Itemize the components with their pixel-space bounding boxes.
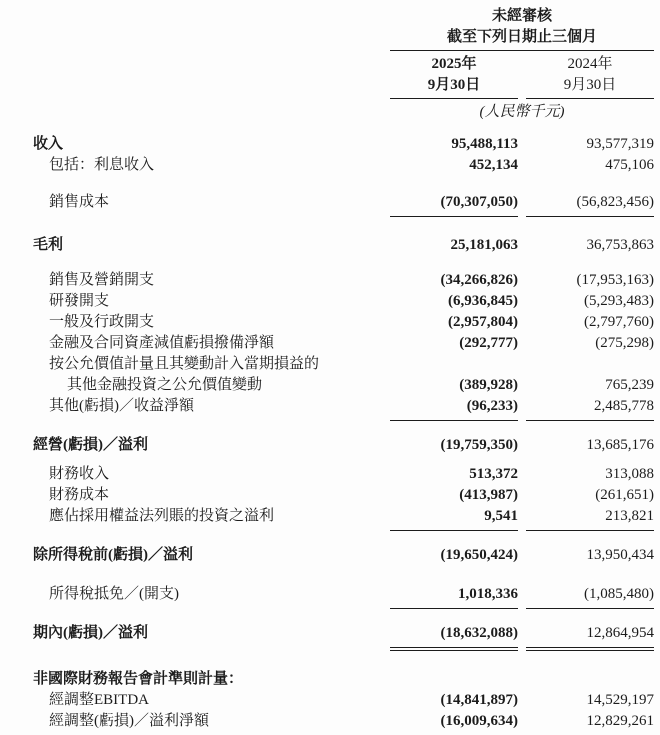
value-2024: 36,753,863 <box>586 237 654 253</box>
row-label: 經營(虧損)／溢利 <box>33 437 148 453</box>
row-label: 包括：利息收入 <box>49 157 155 173</box>
table-row <box>33 270 654 291</box>
value-2025: (413,987) <box>459 487 518 503</box>
value-2024: (17,953,163) <box>576 272 654 288</box>
column-header-2024 <box>526 54 654 99</box>
table-row <box>33 312 654 333</box>
row-label: 銷售成本 <box>49 194 110 210</box>
column-header-2025 <box>390 54 518 99</box>
value-2025: (34,266,826) <box>440 272 518 288</box>
row-label: 經調整(虧損)／溢利淨額 <box>49 713 209 729</box>
year-2024: 2024年 <box>567 56 613 72</box>
date-columns <box>390 54 654 99</box>
row-label: 研發開支 <box>49 293 110 309</box>
table-row <box>33 690 654 711</box>
table-header <box>33 6 654 123</box>
value-2025: 513,372 <box>469 466 518 482</box>
row-label: 應佔採用權益法列賬的投資之溢利 <box>49 508 275 524</box>
row-label: 其他(虧損)／收益淨額 <box>49 398 194 414</box>
value-2025: (18,632,088) <box>390 623 518 651</box>
row-label: 除所得稅前(虧損)／溢利 <box>33 547 193 563</box>
table-row <box>33 545 654 566</box>
value-2025: (14,841,897) <box>440 692 518 708</box>
value-2024: 12,829,261 <box>586 713 654 729</box>
table-row <box>33 134 654 155</box>
row-label: 銷售及營銷開支 <box>49 272 155 288</box>
value-2024: (5,293,483) <box>584 293 654 309</box>
value-2024: (1,085,480) <box>526 584 654 609</box>
date-2025: 9月30日 <box>427 77 481 93</box>
row-label: 金融及合同資產減值虧損撥備淨額 <box>49 335 275 351</box>
row-label: 收入 <box>33 136 64 152</box>
table-row <box>33 155 654 176</box>
table-row <box>33 354 654 375</box>
value-2024: 12,864,954 <box>526 623 654 651</box>
currency-note: (人民幣千元) <box>479 104 565 120</box>
value-2025: (19,759,350) <box>440 437 518 453</box>
value-2025: (19,650,424) <box>440 547 518 563</box>
table-row <box>33 623 654 651</box>
value-2025: 25,181,063 <box>450 237 518 253</box>
unaudited-label: 未經審核 <box>491 8 552 24</box>
row-label: 財務成本 <box>49 487 110 503</box>
value-2025: (292,777) <box>459 335 518 351</box>
value-2024: 13,950,434 <box>586 547 654 563</box>
value-2025: (389,928) <box>459 377 518 393</box>
date-2024: 9月30日 <box>563 77 617 93</box>
value-2025: (96,233) <box>390 396 518 421</box>
row-label: 按公允價值計量且其變動計入當期損益的 <box>49 356 320 372</box>
value-2025: 9,541 <box>390 506 518 531</box>
row-label: 期內(虧損)／溢利 <box>33 625 148 641</box>
value-2025: (2,957,804) <box>448 314 518 330</box>
table-row <box>33 192 654 217</box>
table-row <box>33 584 654 609</box>
table-row <box>33 464 654 485</box>
table-row <box>33 375 654 396</box>
value-2025: (16,009,634) <box>440 713 518 729</box>
value-2024: (56,823,456) <box>526 192 654 217</box>
value-2025: 452,134 <box>469 157 518 173</box>
row-label: 毛利 <box>33 237 64 253</box>
value-2024: 93,577,319 <box>586 136 654 152</box>
table-row <box>33 235 654 256</box>
value-2024: 765,239 <box>605 377 654 393</box>
value-2024: (275,298) <box>595 335 654 351</box>
row-label: 所得稅抵免／(開支) <box>49 586 179 602</box>
value-2024: 13,685,176 <box>586 437 654 453</box>
header-columns-area <box>390 6 654 123</box>
table-row <box>33 711 654 732</box>
value-2024: 313,088 <box>605 466 654 482</box>
value-2025: (70,307,050) <box>390 192 518 217</box>
row-label: 財務收入 <box>49 466 110 482</box>
value-2025: 1,018,336 <box>390 584 518 609</box>
statement-rows <box>33 134 654 732</box>
table-row <box>33 291 654 312</box>
table-row <box>33 669 654 690</box>
table-row <box>33 506 654 531</box>
table-row <box>33 435 654 456</box>
table-row <box>33 396 654 421</box>
value-2024: (261,651) <box>595 487 654 503</box>
value-2025: 95,488,113 <box>451 136 518 152</box>
value-2025: (6,936,845) <box>448 293 518 309</box>
period-label: 截至下列日期止三個月 <box>390 27 654 51</box>
value-2024: 2,485,778 <box>526 396 654 421</box>
row-label: 經調整EBITDA <box>49 692 149 708</box>
year-2025: 2025年 <box>431 56 477 72</box>
row-label: 其他金融投資之公允價值變動 <box>67 377 263 393</box>
table-row <box>33 485 654 506</box>
row-label: 一般及行政開支 <box>49 314 155 330</box>
value-2024: 14,529,197 <box>586 692 654 708</box>
row-label: 非國際財務報告會計準則計量： <box>33 671 244 687</box>
value-2024: (2,797,760) <box>584 314 654 330</box>
table-row <box>33 333 654 354</box>
value-2024: 475,106 <box>605 157 654 173</box>
value-2024: 213,821 <box>526 506 654 531</box>
